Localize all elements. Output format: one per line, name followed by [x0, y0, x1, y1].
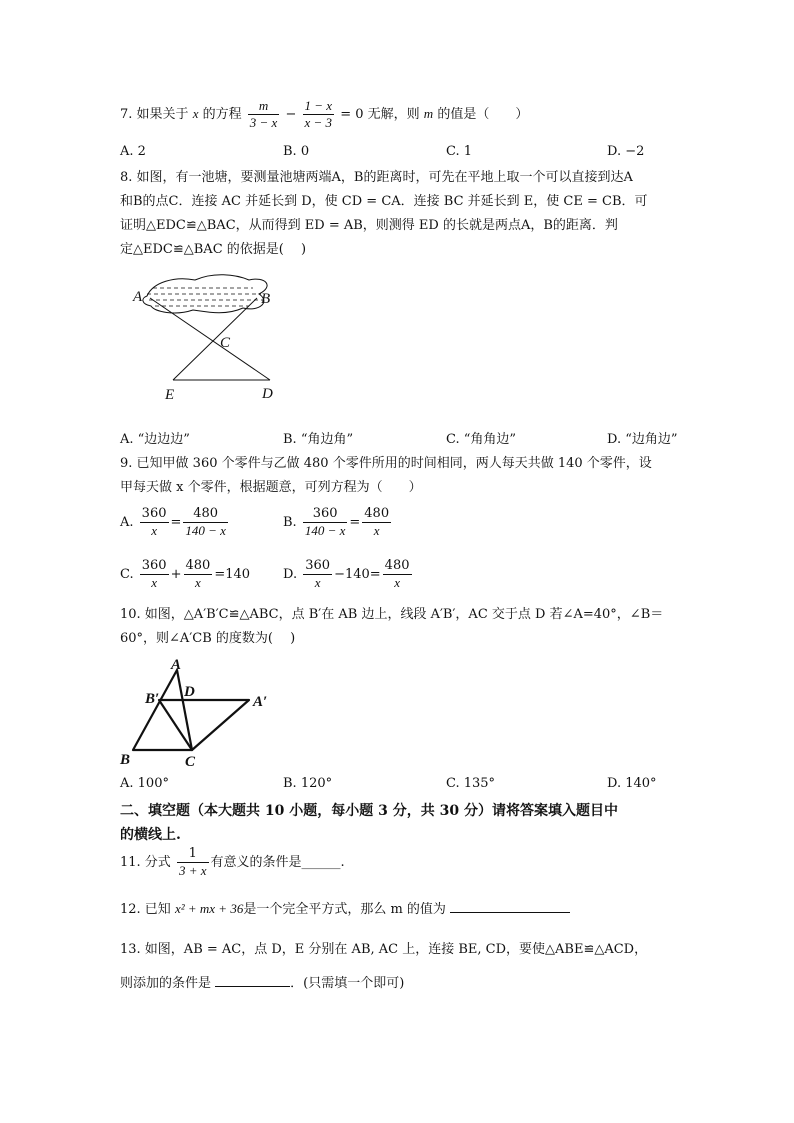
label-c: C [220, 335, 231, 351]
q11 [120, 846, 345, 879]
den: x [195, 575, 201, 590]
q7-f2-num: 1 − x [304, 98, 333, 113]
q13-line-1: 13. 如图，AB = AC，点 D，E 分别在 AB, AC 上，连接 BE, CD，要使△ABE≌△ACD， [120, 942, 648, 957]
q13-line2-post: ．(只需填一个即可) [290, 976, 405, 991]
q7-stem-pre: 7. 如果关于 [120, 107, 189, 122]
q10-line-1: 10. 如图，△A′B′C≌△ABC，点 B′在 AB 边上，线段 A′B′，AC 交于点 D 若∠A=40°，∠B＝ [120, 607, 664, 622]
q7-var-x: x [192, 106, 199, 121]
q8-option-d[interactable]: D. “边角边” [607, 432, 678, 447]
q13-line2-pre: 则添加的条件是 [120, 976, 212, 991]
q8-line-4: 定△EDC≌△BAC 的依据是( ) [120, 242, 307, 257]
q7-stem-mid: 的方程 [202, 107, 242, 122]
q7-option-d[interactable]: D. −2 [607, 144, 645, 159]
num: 360 [305, 558, 331, 573]
num: 480 [384, 558, 410, 573]
den: 140 − x [304, 523, 346, 538]
q11-pre: 11. 分式 [120, 855, 171, 870]
label-b: B [120, 752, 131, 768]
q9-line-1: 9. 已知甲做 360 个零件与乙做 480 个零件所用的时间相同，两人每天共做 140 个零件，设 [120, 456, 652, 471]
label-d: D [184, 684, 195, 700]
q9-c-op: + [170, 567, 182, 582]
q7-minus: − [285, 107, 297, 122]
den: x [373, 523, 380, 538]
num: 480 [185, 558, 211, 573]
num: 360 [141, 506, 167, 521]
q9-line-2: 甲每天做 x 个零件，根据题意，可列方程为（ ） [120, 480, 422, 495]
q12-post: 是一个完全平方式，那么 m 的值为 [243, 902, 446, 917]
q9-d-op: −140= [334, 567, 381, 582]
q10-option-d[interactable]: D. 140° [607, 776, 657, 791]
q7-f1-num: m [248, 98, 280, 115]
q7-option-b[interactable]: B. 0 [283, 144, 310, 159]
q12-answer-blank[interactable] [450, 900, 570, 913]
q10-option-c[interactable]: C. 135° [446, 776, 496, 791]
q9-option-d[interactable] [283, 558, 414, 591]
label-b-prime: B′ [145, 691, 160, 707]
q13-answer-blank[interactable] [215, 974, 290, 987]
q7-f2-den: x − 3 [304, 115, 333, 130]
q9-b-label: B. [283, 515, 297, 530]
q8-line-2: 和B的点C．连接 AC 并延长到 D，使 CD = CA．连接 BC 并延长到 E，使 CE = CB．可 [120, 194, 648, 209]
label-c: C [185, 754, 196, 770]
q9-d-frac-1 [303, 558, 332, 591]
label-b: B [261, 291, 271, 307]
triangle-a1b1c [159, 700, 249, 750]
q7-f1-den: 3 − x [249, 115, 278, 130]
q9-a-label: A. [120, 515, 134, 530]
q9-d-label: D. [283, 567, 298, 582]
num: 480 [364, 506, 390, 521]
label-e: E [165, 387, 175, 403]
q7-option-c[interactable]: C. 1 [446, 144, 473, 159]
q7-stem-post2: 的值是（ ） [437, 107, 529, 122]
q7-fraction-2 [303, 98, 335, 131]
q9-a-op: = [170, 515, 182, 530]
label-a: A [133, 289, 143, 305]
q9-a-frac-1 [140, 506, 169, 539]
q12 [120, 898, 570, 917]
q9-c-label: C. [120, 567, 134, 582]
q9-c-tail: =140 [214, 567, 251, 582]
segment-ad [150, 298, 270, 380]
q9-option-b[interactable] [283, 506, 393, 539]
segment-be [173, 298, 257, 380]
q8-option-b[interactable]: B. “角边角” [283, 432, 354, 447]
label-d: D [262, 386, 273, 402]
q8-pond-figure [125, 268, 295, 408]
q7-stem-post1: 无解，则 [367, 107, 420, 122]
q10-triangle-figure [115, 652, 280, 772]
den: x [394, 575, 400, 590]
den: x [314, 575, 321, 590]
num: 360 [303, 506, 348, 523]
q7-fraction-1 [248, 98, 280, 131]
q9-b-op: = [349, 515, 361, 530]
q9-c-frac-1 [140, 558, 169, 591]
q9-b-frac-1 [303, 506, 348, 539]
label-a-prime: A′ [253, 694, 268, 710]
num: 1 [177, 846, 209, 863]
q8-line-3: 证明△EDC≌△BAC，从而得到 ED = AB，则测得 ED 的长就是两点A，B的距离．判 [120, 218, 618, 233]
q8-option-a[interactable]: A. “边边边” [120, 432, 190, 447]
q8-line-1: 8. 如图，有一池塘，要测量池塘两端A，B的距离时，可先在平地上取一个可以直接到达A [120, 170, 633, 185]
q9-option-a[interactable] [120, 506, 230, 539]
q7-eq-tail: = 0 [340, 107, 364, 122]
section-2-heading-line-1: 二、填空题（本大题共 10 小题，每小题 3 分，共 30 分）请将答案填入题目中 [120, 803, 618, 819]
q11-post: 有意义的条件是______. [210, 855, 345, 870]
q9-d-frac-2 [383, 558, 412, 591]
den: 140 − x [185, 523, 226, 538]
num: 480 [183, 506, 228, 523]
q9-a-frac-2 [183, 506, 228, 539]
num: 360 [141, 558, 167, 573]
q7-stem [120, 98, 528, 131]
q9-c-frac-2 [184, 558, 213, 591]
den: 3 + x [178, 863, 207, 878]
den: x [151, 523, 157, 538]
q10-option-a[interactable]: A. 100° [120, 776, 169, 791]
label-a: A [171, 657, 182, 673]
q7-var-m: m [423, 106, 434, 121]
q12-pre: 12. 已知 [120, 902, 171, 917]
q8-option-c[interactable]: C. “角角边” [446, 432, 517, 447]
q11-fraction [177, 846, 209, 879]
pond-water-hatching [147, 288, 263, 306]
section-2-heading-line-2: 的横线上. [120, 827, 181, 843]
q12-expression: x² + mx + 36 [174, 901, 244, 916]
q13-line-2 [120, 972, 404, 991]
q9-b-frac-2 [362, 506, 391, 539]
q7-option-a[interactable]: A. 2 [120, 144, 146, 159]
q9-option-c[interactable] [120, 558, 250, 591]
q10-line-2: 60°，则∠A′CB 的度数为( ) [120, 631, 296, 646]
den: x [151, 575, 158, 590]
q10-option-b[interactable]: B. 120° [283, 776, 333, 791]
